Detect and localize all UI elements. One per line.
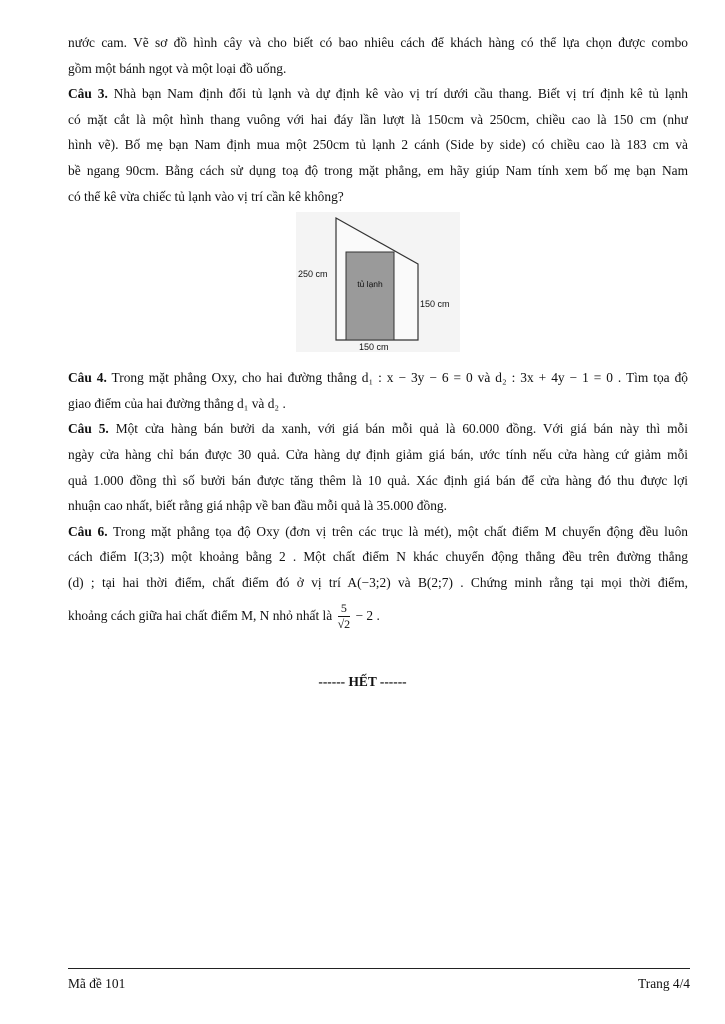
fraction-denominator: √2 bbox=[337, 616, 351, 631]
left-side-label: 250 cm bbox=[298, 269, 328, 279]
page-number: Trang 4/4 bbox=[638, 976, 690, 991]
text-span: Trong mặt phẳng Oxy, cho hai đường thẳng d₁ : x − 3y − 6 = 0 và d₂ : 3x + 4y − 1 = 0 . Tìm tọa độ bbox=[106, 370, 688, 386]
text-line: ngày cửa hàng chỉ bán được 30 quả. Cửa hàng dự định giảm giá bán, ước tính nếu cửa hàng cứ giảm mỗi bbox=[68, 446, 688, 462]
question-3-line bbox=[68, 81, 688, 107]
fraction-numerator: 5 bbox=[338, 601, 351, 617]
text-line-with-fraction bbox=[68, 596, 688, 636]
text-line: giao điểm của hai đường thẳng d₁ và d₂ . bbox=[68, 395, 286, 411]
end-marker: ------ HẾT ------ bbox=[318, 674, 407, 689]
text-line: cách điểm I(3;3) một khoảng bằng 2 . Một chất điểm N khác chuyển động thẳng đều trên đường thẳng bbox=[68, 549, 688, 565]
text-span: Nhà bạn Nam định đổi tủ lạnh và dự định kê vào vị trí dưới cầu thang. Biết vị trí định kê tủ lạnh bbox=[107, 86, 688, 102]
page-footer bbox=[68, 968, 690, 995]
fridge-label: tủ lạnh bbox=[357, 279, 383, 289]
bottom-side-label: 150 cm bbox=[359, 342, 389, 352]
question-5-line bbox=[68, 416, 688, 442]
question-6-line bbox=[68, 519, 688, 545]
fridge-shape bbox=[346, 252, 394, 340]
question-4-line bbox=[68, 365, 688, 391]
question-label: Câu 5. bbox=[68, 421, 109, 437]
right-side-label: 150 cm bbox=[420, 299, 450, 309]
question-label: Câu 3. bbox=[68, 86, 108, 102]
fraction bbox=[338, 601, 351, 632]
exam-code: Mã đề 101 bbox=[68, 976, 126, 991]
text-span: khoảng cách giữa hai chất điểm M, N nhỏ nhất là bbox=[68, 607, 333, 623]
text-span: − 2 . bbox=[355, 607, 380, 623]
text-line: bề ngang 90cm. Bằng cách sử dụng toạ độ trong mặt phẳng, em hãy giúp Nam tính xem bố mẹ bạn Nam bbox=[68, 162, 688, 178]
text-line: gồm một bánh ngọt và một loại đồ uống. bbox=[68, 60, 287, 76]
trapezoid-figure bbox=[296, 212, 460, 352]
text-line: quả 1.000 đồng thì số bưởi bán được tăng thêm là 10 quả. Xác định giá bán để cửa hàng đó thu được lợi bbox=[68, 472, 688, 488]
text-line: nhuận cao nhất, biết rằng giá nhập về ban đầu mỗi quả là 35.000 đồng. bbox=[68, 498, 447, 514]
text-span: Một cửa hàng bán bưởi da xanh, với giá bán mỗi quả là 60.000 đồng. Với giá bán này thì mỗi bbox=[108, 421, 688, 437]
text-line: hình vẽ). Bố mẹ bạn Nam định mua một 250cm tủ lạnh 2 cánh (Side by side) có chiều cao là 183 cm và bbox=[68, 137, 688, 153]
text-line: có thể kê vừa chiếc tủ lạnh vào vị trí cần kê không? bbox=[68, 188, 344, 204]
text-span: Trong mặt phẳng tọa độ Oxy (đơn vị trên các trục là mét), một chất điểm M chuyển động đều luôn bbox=[107, 523, 688, 539]
question-label: Câu 6. bbox=[68, 523, 108, 539]
text-line: (d) ; tại hai thời điểm, chất điểm đó ở vị trí A(−3;2) và B(2;7) . Chứng minh rằng tại mọi thời điểm, bbox=[68, 574, 688, 590]
question-label: Câu 4. bbox=[68, 370, 107, 386]
text-line: nước cam. Vẽ sơ đồ hình cây và cho biết có bao nhiêu cách để khách hàng có thể lựa chọn được combo bbox=[68, 35, 688, 50]
text-line: có mặt cắt là một hình thang vuông với hai đáy lần lượt là 150cm và 250cm, chiều cao là 150 cm (như bbox=[68, 111, 688, 127]
